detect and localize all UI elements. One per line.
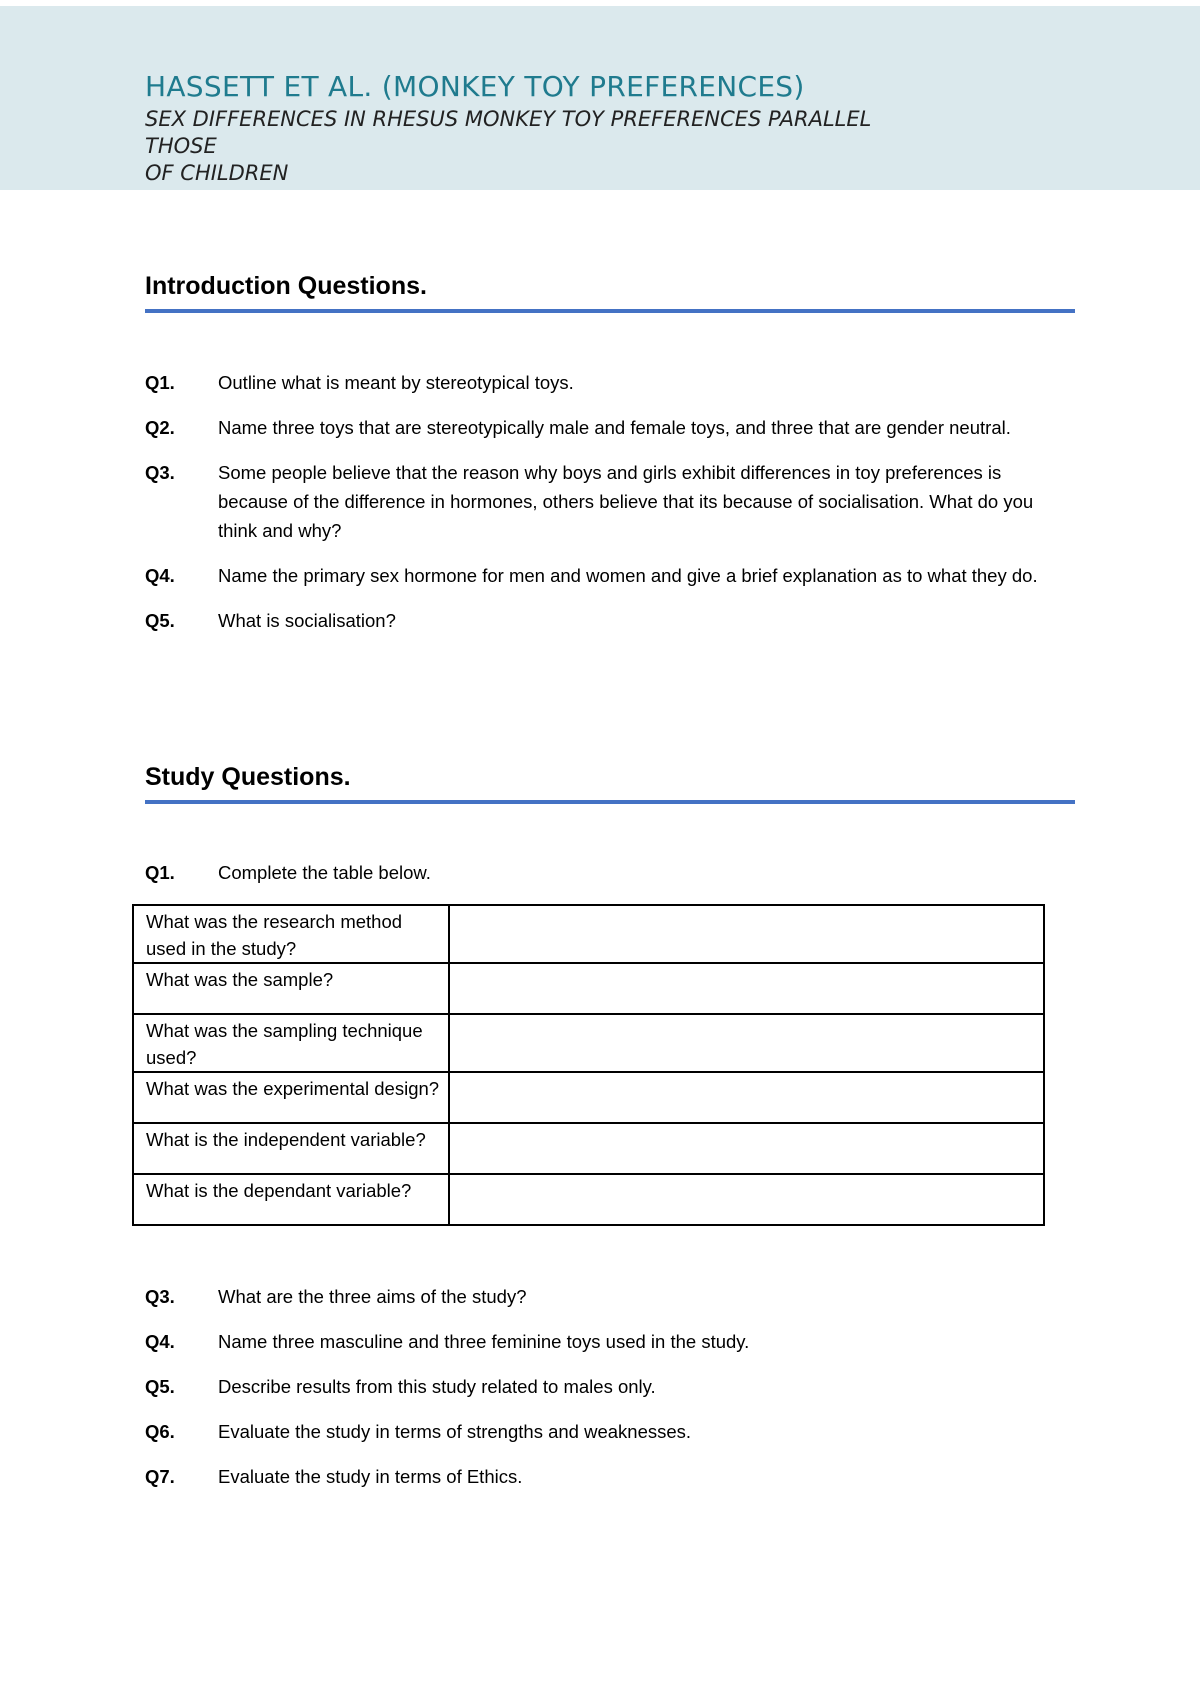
answer-cell[interactable] [449, 963, 1045, 1014]
question-item [145, 413, 1065, 442]
table-row [133, 1123, 1044, 1174]
question-text: Some people believe that the reason why boys and girls exhibit differences in toy preferences is because of the difference in hormones, others believe that its because of socialisation. What do you think and why? [218, 462, 1034, 541]
question-item [145, 368, 1065, 397]
introduction-heading: Introduction Questions. [145, 272, 427, 300]
table-row [133, 1014, 1044, 1072]
row-label: What is the dependant variable? [133, 1174, 449, 1225]
row-label: What was the research method used in the study? [133, 905, 449, 963]
introduction-rule [145, 309, 1075, 313]
question-number: Q4. [145, 1331, 175, 1352]
question-number: Q5. [145, 1376, 175, 1397]
question-number: Q7. [145, 1466, 175, 1487]
answer-cell[interactable] [449, 905, 1045, 963]
question-item [145, 1327, 1065, 1356]
row-label: What was the experimental design? [133, 1072, 449, 1123]
answer-cell[interactable] [449, 1174, 1045, 1225]
introduction-question-list [145, 368, 1065, 651]
row-label: What was the sampling technique used? [133, 1014, 449, 1072]
question-text: Name three toys that are stereotypically male and female toys, and three that are gender neutral. [218, 417, 1011, 438]
question-number: Q6. [145, 1421, 175, 1442]
document-subtitle [145, 106, 1025, 187]
question-text: Complete the table below. [218, 862, 431, 883]
question-number: Q1. [145, 372, 175, 393]
question-number: Q2. [145, 417, 175, 438]
question-number: Q4. [145, 565, 175, 586]
table-row [133, 1174, 1044, 1225]
question-item [145, 1282, 1065, 1311]
subtitle-line: OF CHILDREN [145, 161, 289, 185]
answer-cell[interactable] [449, 1123, 1045, 1174]
question-text: Name three masculine and three feminine toys used in the study. [218, 1331, 750, 1352]
question-text: Evaluate the study in terms of Ethics. [218, 1466, 523, 1487]
question-number: Q1. [145, 862, 175, 883]
subtitle-line: SEX DIFFERENCES IN RHESUS MONKEY TOY PREFERENCES PARALLEL [145, 107, 872, 131]
answer-cell[interactable] [449, 1072, 1045, 1123]
question-text: Describe results from this study related to males only. [218, 1376, 656, 1397]
table-row [133, 1072, 1044, 1123]
question-item [145, 561, 1065, 590]
row-label: What was the sample? [133, 963, 449, 1014]
question-number: Q3. [145, 462, 175, 483]
question-number: Q3. [145, 1286, 175, 1307]
question-number: Q5. [145, 610, 175, 631]
question-text: What are the three aims of the study? [218, 1286, 527, 1307]
row-label: What is the independent variable? [133, 1123, 449, 1174]
question-item [145, 458, 1065, 545]
document-title: HASSETT ET AL. (MONKEY TOY PREFERENCES) [145, 70, 805, 103]
question-text: What is socialisation? [218, 610, 396, 631]
study-question-list [145, 1282, 1065, 1507]
subtitle-line: THOSE [145, 134, 217, 158]
question-item [145, 606, 1065, 635]
question-text: Name the primary sex hormone for men and women and give a brief explanation as to what they do. [218, 565, 1038, 586]
question-item [145, 1372, 1065, 1401]
table-row [133, 905, 1044, 963]
question-item [145, 858, 1065, 887]
question-text: Outline what is meant by stereotypical toys. [218, 372, 574, 393]
question-item [145, 1462, 1065, 1491]
answer-cell[interactable] [449, 1014, 1045, 1072]
table-row [133, 963, 1044, 1014]
question-item [145, 1417, 1065, 1446]
study-rule [145, 800, 1075, 804]
study-details-table [132, 904, 1045, 1226]
study-heading: Study Questions. [145, 763, 351, 791]
table-question-list [145, 858, 1065, 903]
question-text: Evaluate the study in terms of strengths and weaknesses. [218, 1421, 692, 1442]
